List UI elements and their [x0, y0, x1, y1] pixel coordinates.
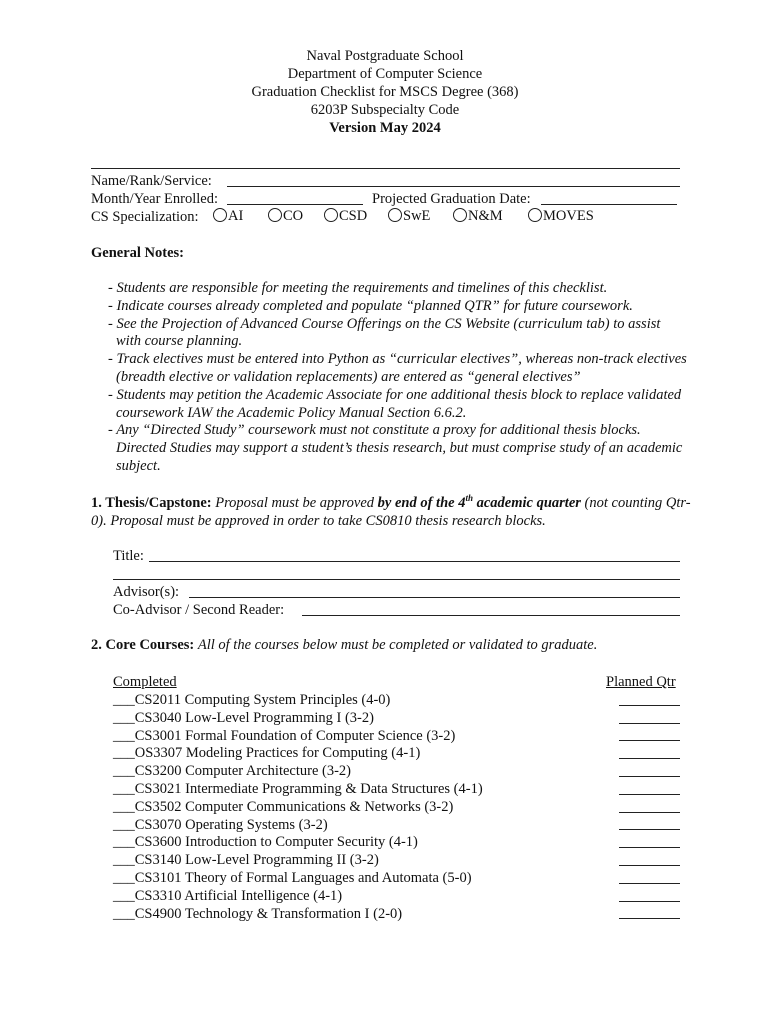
- thesis-title-field-line2[interactable]: [113, 565, 680, 580]
- course-item[interactable]: ___OS3307 Modeling Practices for Computing (4-1): [113, 745, 421, 762]
- specialization-option-ai[interactable]: AI: [213, 207, 243, 225]
- month-enrolled-label: Month/Year Enrolled:: [91, 191, 219, 207]
- note-item: - Students are responsible for meeting the requirements and timelines of this checklist.: [108, 280, 608, 296]
- document-header: [0, 47, 770, 137]
- planned-qtr-field[interactable]: [619, 762, 680, 780]
- radio-circle-icon: [453, 208, 467, 222]
- note-item: - See the Projection of Advanced Course Offerings on the CS Website (curriculum tab) to assist with course planning.: [108, 315, 661, 350]
- thesis-title-field[interactable]: [149, 547, 680, 562]
- header-divider: [91, 168, 680, 169]
- radio-circle-icon: [324, 208, 338, 222]
- planned-qtr-field[interactable]: [619, 869, 680, 887]
- course-item[interactable]: ___CS3070 Operating Systems (3-2): [113, 816, 328, 833]
- coadvisor-label: Co-Advisor / Second Reader:: [113, 602, 285, 618]
- planned-qtr-field[interactable]: [619, 905, 680, 923]
- course-item[interactable]: ___CS3600 Introduction to Computer Security (4-1): [113, 834, 418, 851]
- planned-qtr-field[interactable]: [619, 851, 680, 869]
- subspecialty-code: 6203P Subspecialty Code: [310, 102, 460, 118]
- graduation-date-field[interactable]: [541, 190, 677, 205]
- thesis-heading: 1. Thesis/Capstone:: [91, 495, 212, 511]
- thesis-title-label: Title:: [113, 548, 144, 564]
- department-name: Department of Computer Science: [287, 66, 483, 82]
- month-enrolled-field[interactable]: [227, 190, 363, 205]
- thesis-section-text: 1. Thesis/Capstone: Proposal must be approved by end of the 4th academic quarter (not counting Qtr-0). Proposal must be approved in order to take CS0810 thesis research blocks.: [91, 493, 691, 529]
- course-item[interactable]: ___CS3101 Theory of Formal Languages and Automata (5-0): [113, 869, 472, 886]
- planned-qtr-field[interactable]: [619, 887, 680, 905]
- planned-qtr-field[interactable]: [619, 744, 680, 762]
- planned-qtr-field[interactable]: [619, 798, 680, 816]
- advisor-label: Advisor(s):: [113, 584, 180, 600]
- planned-qtr-field[interactable]: [619, 727, 680, 745]
- graduation-date-label: Projected Graduation Date:: [372, 191, 531, 207]
- checklist-title: Graduation Checklist for MSCS Degree (368): [251, 84, 519, 100]
- core-courses-text: 2. Core Courses: All of the courses below must be completed or validated to graduate.: [91, 637, 598, 653]
- specialization-option-swe[interactable]: SwE: [388, 207, 430, 225]
- specialization-label: CS Specialization:: [91, 209, 199, 225]
- planned-qtr-field[interactable]: [619, 709, 680, 727]
- course-item[interactable]: ___CS3040 Low-Level Programming I (3-2): [113, 709, 374, 726]
- name-label: Name/Rank/Service:: [91, 173, 212, 189]
- specialization-option-nm[interactable]: N&M: [453, 207, 503, 225]
- planned-qtr-field[interactable]: [619, 780, 680, 798]
- coadvisor-field[interactable]: [302, 601, 680, 616]
- radio-circle-icon: [268, 208, 282, 222]
- course-item[interactable]: ___CS3021 Intermediate Programming & Data Structures (4-1): [113, 780, 483, 797]
- note-item: - Indicate courses already completed and populate “planned QTR” for future coursework.: [108, 297, 633, 314]
- course-item[interactable]: ___CS2011 Computing System Principles (4-0): [113, 692, 391, 708]
- school-name: Naval Postgraduate School: [306, 48, 464, 64]
- specialization-option-csd[interactable]: CSD: [324, 207, 367, 225]
- planned-qtr-list: [619, 691, 680, 922]
- radio-circle-icon: [213, 208, 227, 222]
- radio-circle-icon: [388, 208, 402, 222]
- course-item[interactable]: ___CS3502 Computer Communications & Networks (3-2): [113, 798, 454, 815]
- general-notes-heading: General Notes:: [91, 245, 185, 261]
- completed-column-header: Completed: [113, 674, 177, 690]
- course-item[interactable]: ___CS3310 Artificial Intelligence (4-1): [113, 887, 343, 904]
- planned-qtr-field[interactable]: [619, 833, 680, 851]
- advisor-field[interactable]: [189, 583, 680, 598]
- course-item[interactable]: ___CS4900 Technology & Transformation I (2-0): [113, 905, 403, 922]
- radio-circle-icon: [528, 208, 542, 222]
- version-label: Version May 2024: [329, 120, 441, 136]
- specialization-option-co[interactable]: CO: [268, 207, 303, 225]
- core-courses-heading: 2. Core Courses:: [91, 637, 195, 653]
- general-notes-list: [108, 280, 688, 476]
- planned-qtr-field[interactable]: [619, 816, 680, 834]
- core-course-list: [113, 691, 483, 922]
- planned-qtr-field[interactable]: [619, 691, 680, 709]
- specialization-option-moves[interactable]: MOVES: [528, 207, 594, 225]
- name-field[interactable]: [227, 172, 680, 187]
- planned-qtr-column-header: Planned Qtr: [606, 674, 676, 690]
- course-item[interactable]: ___CS3200 Computer Architecture (3-2): [113, 763, 351, 780]
- course-item[interactable]: ___CS3140 Low-Level Programming II (3-2): [113, 852, 379, 869]
- course-item[interactable]: ___CS3001 Formal Foundation of Computer Science (3-2): [113, 727, 456, 744]
- note-item: - Students may petition the Academic Associate for one additional thesis block to replace validated coursework IAW the Academic Policy Manual Section 6.6.2.: [108, 386, 682, 421]
- note-item: - Track electives must be entered into Python as “curricular electives”, whereas non-track electives (breadth elective or validation replacements) are entered as “general electives”: [108, 351, 687, 385]
- note-item: - Any “Directed Study” coursework must not constitute a proxy for additional thesis blocks. Directed Studies may support a student’s thesis research, but must comprise study of an academic subject.: [108, 422, 683, 474]
